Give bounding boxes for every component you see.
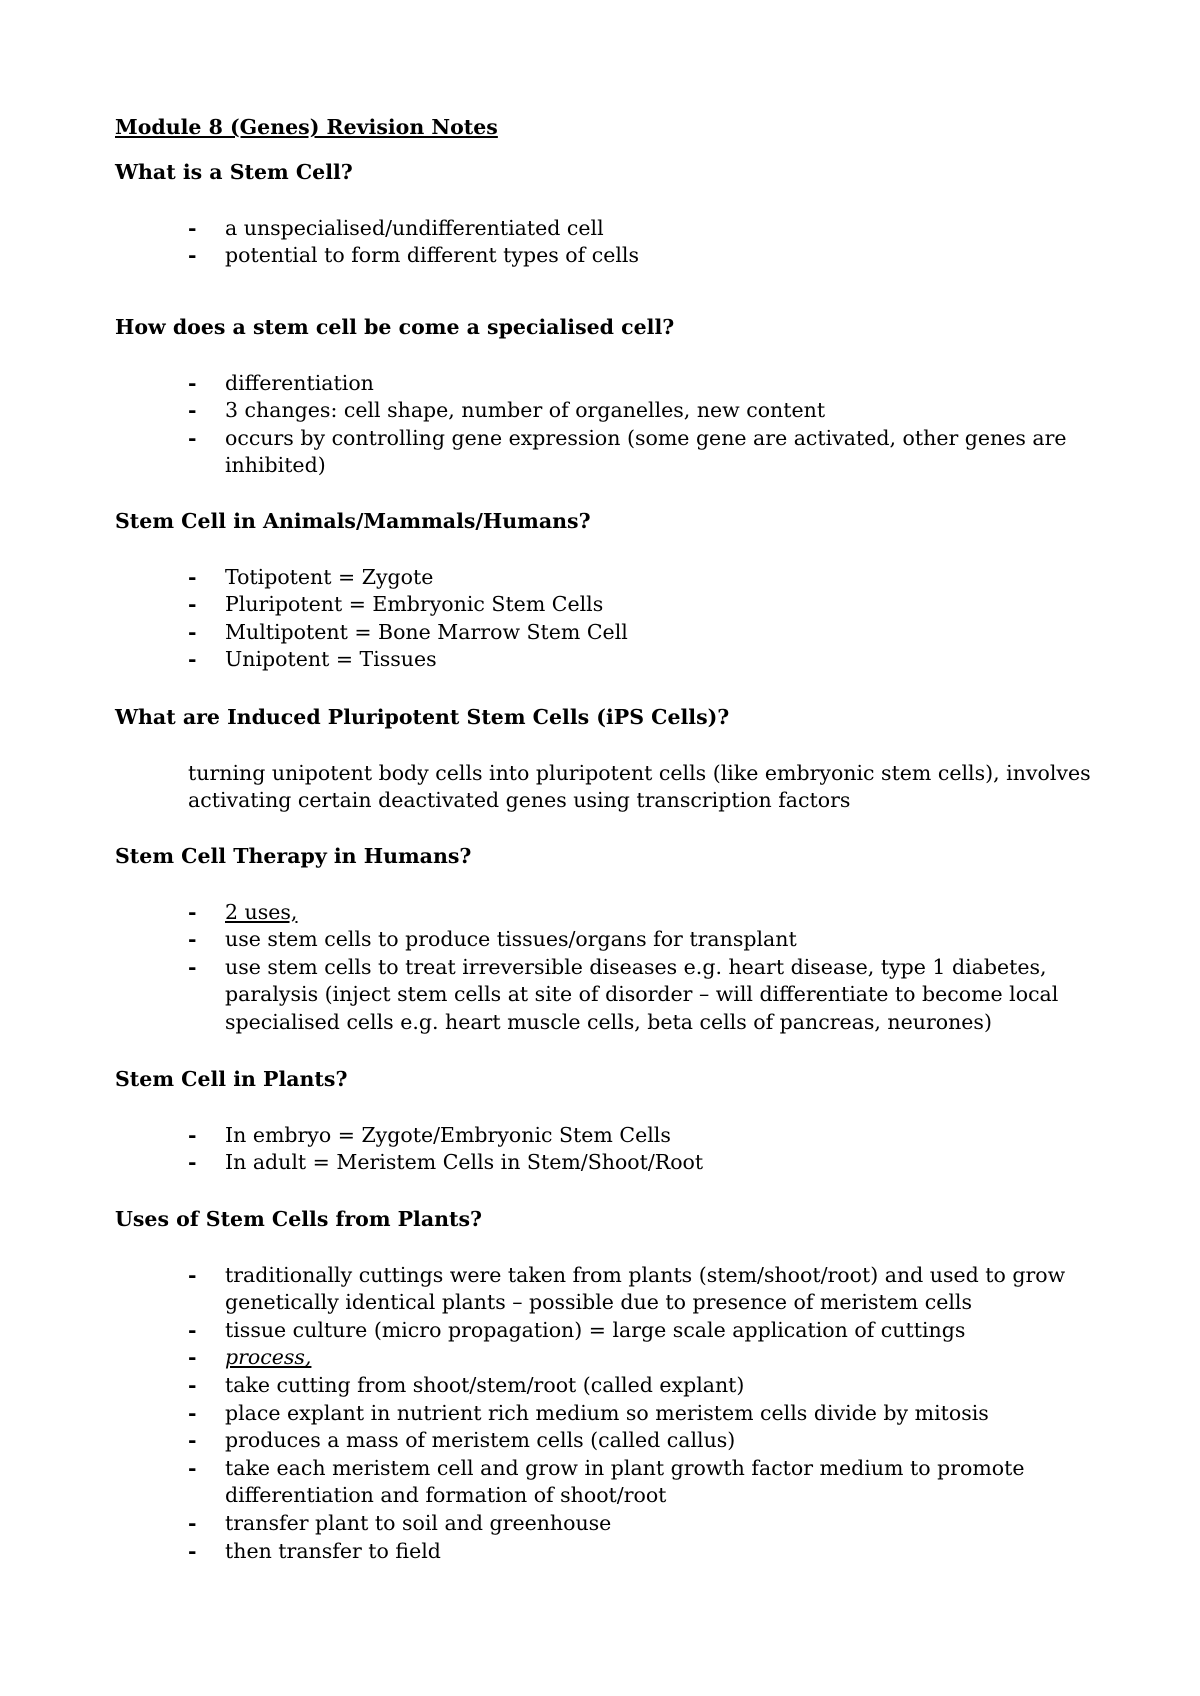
list-item: - In adult = Meristem Cells in Stem/Shoot/Root: [115, 1149, 1095, 1177]
section-heading: Uses of Stem Cells from Plants?: [115, 1207, 483, 1231]
list-item: - place explant in nutrient rich medium so meristem cells divide by mitosis: [115, 1400, 1095, 1428]
bullet-dash: -: [188, 370, 197, 395]
section-heading: What is a Stem Cell?: [115, 160, 353, 184]
list-item: - Multipotent = Bone Marrow Stem Cell: [115, 619, 1095, 647]
section-heading: Stem Cell Therapy in Humans?: [115, 844, 472, 868]
list-item: - differentiation: [115, 370, 1095, 398]
bullet-dash: -: [188, 619, 197, 644]
bullet-dash: -: [188, 398, 197, 423]
list-item: - use stem cells to treat irreversible diseases e.g. heart disease, type 1 diabetes, paralysis (inject stem cells at site of disorder – will differentiate to become local specialised cells e.g. heart muscle cells, beta cells of pancreas, neurones): [188, 954, 1059, 1034]
bullet-dash: -: [188, 1400, 197, 1425]
section-animal-stem-cells: [115, 508, 1095, 674]
bullet-list: [115, 1262, 1095, 1566]
list-item: - transfer plant to soil and greenhouse: [115, 1510, 1095, 1538]
bullet-dash: -: [188, 425, 197, 450]
section-specialisation: [115, 314, 1095, 480]
bullet-dash: -: [188, 1510, 197, 1535]
bullet-dash: -: [188, 215, 197, 240]
bullet-dash: -: [188, 1372, 197, 1397]
bullet-dash: -: [188, 243, 197, 268]
bullet-dash: -: [188, 1538, 197, 1563]
list-item: - a unspecialised/undifferentiated cell: [115, 215, 1095, 243]
document-title: Module 8 (Genes) Revision Notes: [115, 115, 498, 139]
section-heading: How does a stem cell be come a specialised cell?: [115, 315, 675, 339]
bullet-dash: -: [188, 1122, 197, 1147]
list-item: - then transfer to field: [115, 1538, 1095, 1566]
list-item: - process,: [115, 1344, 1095, 1372]
section-plant-stem-cells: [115, 1066, 1095, 1177]
section-plant-stem-cell-uses: [115, 1206, 1095, 1565]
list-item: - In embryo = Zygote/Embryonic Stem Cells: [115, 1122, 1095, 1150]
bullet-dash: -: [188, 647, 197, 672]
list-item: - occurs by controlling gene expression (some gene are activated, other genes are inhibited): [188, 425, 1067, 478]
section-paragraph: turning unipotent body cells into pluripotent cells (like embryonic stem cells), involves activating certain deactivated genes using transcription factors: [188, 760, 1091, 813]
list-item: - produces a mass of meristem cells (called callus): [115, 1427, 1095, 1455]
section-stem-cell-therapy: [115, 843, 1095, 1037]
list-item: - 3 changes: cell shape, number of organelles, new content: [115, 397, 1095, 425]
list-item: - take each meristem cell and grow in plant growth factor medium to promote differentiation and formation of shoot/root: [188, 1455, 1025, 1508]
list-item: - Pluripotent = Embryonic Stem Cells: [115, 591, 1095, 619]
list-item: - 2 uses,: [115, 899, 1095, 927]
list-item: - tissue culture (micro propagation) = large scale application of cuttings: [115, 1317, 1095, 1345]
section-ips-cells: [115, 704, 1095, 815]
bullet-list: [115, 1122, 1095, 1177]
bullet-dash: -: [188, 1317, 197, 1342]
bullet-list: [115, 370, 1095, 480]
bullet-dash: -: [188, 927, 197, 952]
bullet-list: [115, 215, 1095, 270]
section-heading: What are Induced Pluripotent Stem Cells (iPS Cells)?: [115, 705, 730, 729]
list-item: - potential to form different types of cells: [115, 242, 1095, 270]
list-item: - Totipotent = Zygote: [115, 564, 1095, 592]
list-item: - Unipotent = Tissues: [115, 646, 1095, 674]
bullet-dash: -: [188, 1345, 197, 1370]
bullet-dash: -: [188, 1455, 197, 1480]
bullet-dash: -: [188, 954, 197, 979]
section-heading: Stem Cell in Plants?: [115, 1067, 348, 1091]
section-what-is-stem-cell: [115, 159, 1095, 270]
list-item: - use stem cells to produce tissues/organs for transplant: [115, 926, 1095, 954]
bullet-dash: -: [188, 592, 197, 617]
bullet-dash: -: [188, 1262, 197, 1287]
list-item: - traditionally cuttings were taken from plants (stem/shoot/root) and used to grow genetically identical plants – possible due to presence of meristem cells: [188, 1262, 1066, 1315]
list-item: - take cutting from shoot/stem/root (called explant): [115, 1372, 1095, 1400]
bullet-dash: -: [188, 1428, 197, 1453]
bullet-list: [115, 564, 1095, 674]
bullet-dash: -: [188, 564, 197, 589]
bullet-list: [115, 899, 1095, 1037]
section-heading: Stem Cell in Animals/Mammals/Humans?: [115, 509, 591, 533]
bullet-dash: -: [188, 899, 197, 924]
bullet-dash: -: [188, 1150, 197, 1175]
